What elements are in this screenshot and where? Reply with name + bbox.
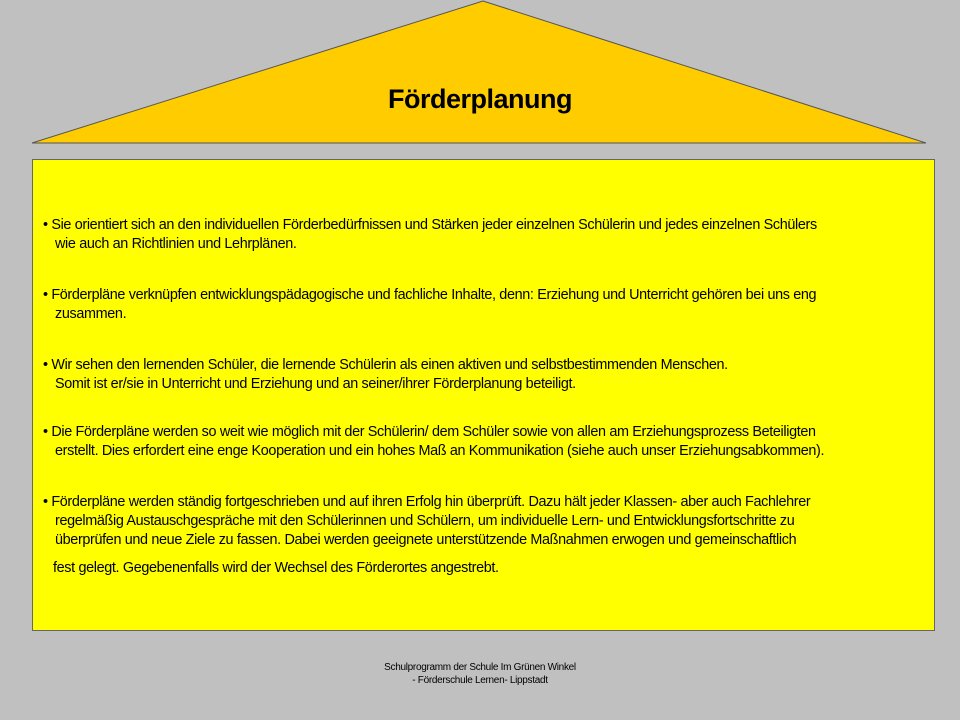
bullet-paragraph	[43, 493, 927, 550]
paragraph-line: erstellt. Dies erfordert eine enge Kooperation und ein hohes Maß an Kommunikation (siehe auch unser Erziehungsabkommen).	[55, 443, 825, 459]
footer	[0, 661, 960, 687]
content-board	[32, 159, 935, 631]
paragraph-line: • Sie orientiert sich an den individuellen Förderbedürfnissen und Stärken jeder einzelnen Schülerin und jedes einzelnen Schülers	[43, 217, 817, 233]
paragraph-line: • Wir sehen den lernenden Schüler, die lernende Schülerin als einen aktiven und selbstbestimmenden Menschen.	[43, 357, 728, 373]
bullet-paragraph	[43, 286, 927, 324]
paragraph-line: überprüfen und neue Ziele zu fassen. Dabei werden geeignete unterstützende Maßnahmen erwogen und gemeinschaftlich	[55, 532, 797, 548]
paragraph-continuation: fest gelegt. Gegebenenfalls wird der Wechsel des Förderortes angestrebt.	[53, 560, 499, 576]
paragraph-line: regelmäßig Austauschgespräche mit den Schülerinnen und Schülern, um individuelle Lern- und Entwicklungsfortschritte zu	[55, 513, 795, 529]
footer-line: - Förderschule Lernen- Lippstadt	[412, 675, 548, 686]
bullet-paragraph	[43, 423, 927, 461]
paragraph-line: • Förderpläne werden ständig fortgeschrieben und auf ihren Erfolg hin überprüft. Dazu hält jeder Klassen- aber auch Fachlehrer	[43, 494, 811, 510]
page-title: Förderplanung	[388, 84, 572, 114]
paragraph-line: • Förderpläne verknüpfen entwicklungspädagogische und fachliche Inhalte, denn: Erziehung und Unterricht gehören bei uns eng	[43, 287, 817, 303]
bullet-paragraph	[43, 356, 927, 394]
paragraph-line: wie auch an Richtlinien und Lehrplänen.	[55, 236, 297, 252]
paragraph-line: Somit ist er/sie in Unterricht und Erziehung und an seiner/ihrer Förderplanung beteiligt.	[55, 376, 576, 392]
footer-line: Schulprogramm der Schule Im Grünen Winkel	[384, 662, 576, 673]
roof-shape	[0, 0, 960, 150]
paragraph-line: zusammen.	[55, 306, 127, 322]
paragraph-line: • Die Förderpläne werden so weit wie möglich mit der Schülerin/ dem Schüler sowie von allen am Erziehungsprozess Beteiligten	[43, 424, 816, 440]
bullet-paragraph	[43, 216, 927, 254]
